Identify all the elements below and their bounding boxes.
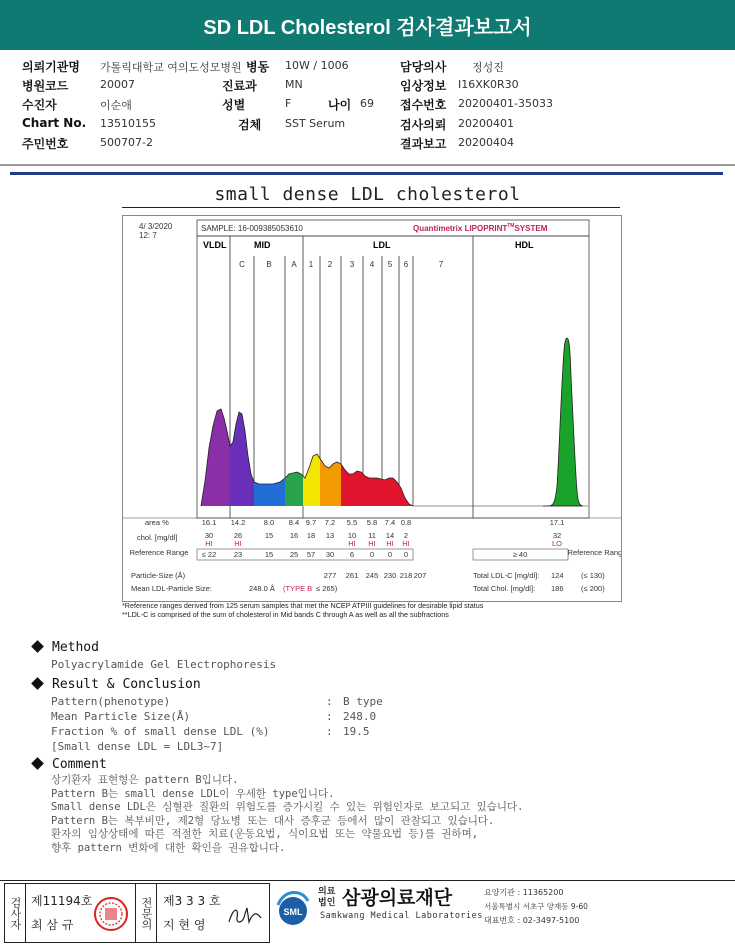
comment-line: 환자의 임상상태에 따른 적절한 치료(운동요법, 식이요법 또는 약물요법 등)를 권하며, bbox=[51, 828, 479, 840]
particle-size-value: 218 bbox=[399, 571, 413, 580]
info-value: SST Serum bbox=[285, 117, 346, 130]
chart-time: 12: 7 bbox=[139, 231, 157, 240]
chol-value: 26 bbox=[233, 531, 243, 540]
result-heading: Result & Conclusion bbox=[52, 677, 201, 692]
info-label: 임상정보 bbox=[400, 79, 447, 93]
comment-heading: Comment bbox=[52, 757, 107, 772]
method-heading: Method bbox=[52, 640, 99, 655]
info-label: 병원코드 bbox=[22, 79, 69, 93]
method-text: Polyacrylamide Gel Electrophoresis bbox=[51, 658, 277, 671]
chol-value: 16 bbox=[289, 531, 299, 540]
row-label-mean: Mean LDL-Particle Size: bbox=[131, 584, 212, 593]
ref-value: 23 bbox=[233, 550, 243, 559]
chol-value: 18 bbox=[306, 531, 316, 540]
brand-label: Quantimetrix LIPOPRINT™SYSTEM bbox=[413, 223, 548, 233]
org-prefix: 의료 법인 bbox=[318, 887, 336, 908]
chol-value: 32 bbox=[552, 531, 562, 540]
divider bbox=[10, 172, 723, 175]
info-label: 성별 bbox=[222, 98, 246, 112]
particle-size-value: 230 bbox=[383, 571, 397, 580]
info-value: 가톨릭대학교 여의도성모병원 bbox=[100, 61, 242, 74]
doctor-name: 지 현 영 bbox=[163, 918, 206, 932]
chol-flag: HI bbox=[348, 539, 356, 548]
info-label: 수진자 bbox=[22, 98, 57, 112]
total-ldl-value: 124 bbox=[551, 571, 564, 580]
area-value: 17.1 bbox=[549, 518, 565, 527]
chol-value: 10 bbox=[347, 531, 357, 540]
doctor-label: 전문의 bbox=[135, 884, 157, 942]
total-chol-value: 186 bbox=[551, 584, 564, 593]
divider bbox=[122, 207, 620, 208]
license-no: 요양기관 : 11365200 bbox=[484, 888, 564, 897]
particle-size-value: 245 bbox=[365, 571, 379, 580]
comment-line: 상기환자 표현형은 pattern B입니다. bbox=[51, 774, 239, 786]
info-label: 진료과 bbox=[222, 79, 257, 93]
address: 서울특별시 서초구 양재동 9-60 bbox=[484, 902, 588, 911]
particle-size-value: 261 bbox=[345, 571, 359, 580]
result-value: 248.0 bbox=[343, 710, 377, 723]
row-label-ref: Reference Range bbox=[129, 548, 189, 557]
method-section bbox=[33, 640, 276, 671]
plot-frame bbox=[197, 236, 589, 518]
info-value: 10W / 1006 bbox=[285, 59, 349, 72]
ref-value: 25 bbox=[289, 550, 299, 559]
row-label-psize: Particle-Size (Å) bbox=[131, 571, 186, 580]
ref-value: 0 bbox=[403, 550, 409, 559]
signature bbox=[225, 902, 265, 928]
chol-flag: HI bbox=[205, 539, 213, 548]
chol-flag: HI bbox=[402, 539, 410, 548]
info-label: 병동 bbox=[246, 60, 270, 74]
ref-value: 0 bbox=[387, 550, 393, 559]
ref-box bbox=[197, 549, 413, 560]
area-value: 8.0 bbox=[263, 518, 275, 527]
footnote: **LDL-C is comprised of the sum of cholesterol in Mid bands C through A as well as all the subfractions bbox=[122, 610, 449, 619]
area-value: 7.4 bbox=[384, 518, 396, 527]
info-label: 나이 bbox=[328, 98, 352, 112]
ref-value: 6 bbox=[349, 550, 355, 559]
area-value: 16.1 bbox=[201, 518, 217, 527]
type-value: (TYPE B bbox=[283, 584, 313, 593]
info-label: 담당의사 bbox=[400, 60, 447, 74]
info-label: 검체 bbox=[238, 118, 262, 132]
area-value: 7.2 bbox=[324, 518, 336, 527]
info-label: 의뢰기관명 bbox=[22, 60, 80, 74]
fraction-label: VLDL bbox=[203, 240, 227, 250]
comment-line: Pattern B는 small dense LDL이 우세한 type입니다. bbox=[51, 787, 335, 800]
densitogram bbox=[201, 338, 588, 506]
chol-flag: HI bbox=[368, 539, 376, 548]
examiner-label: 검사자 bbox=[5, 884, 26, 942]
ref-value: ≥ 40 bbox=[512, 550, 528, 559]
result-section: Result & Conclusion Pattern(phenotype) : B type Mean Particle Size(Å) : 248.0 Fraction % of small dense LDL (%) : 19.5 [Small dense LDL = LDL3~7] bbox=[33, 677, 551, 757]
info-label: 검사의뢰 bbox=[400, 118, 447, 132]
sample-id: SAMPLE: 16-009385053610 bbox=[201, 224, 303, 233]
comment-line: Pattern B는 복부비만, 제2형 당뇨병 또는 대사 증후군 등에서 많이 관찰되고 있습니다. bbox=[51, 814, 495, 827]
info-label: Chart No. bbox=[22, 116, 87, 130]
band-label: C bbox=[239, 260, 245, 269]
band-label: B bbox=[266, 260, 272, 269]
bullet-icon bbox=[31, 677, 44, 690]
info-value: 정성진 bbox=[472, 61, 504, 74]
patient-info bbox=[0, 50, 735, 166]
area-value: 14.2 bbox=[230, 518, 246, 527]
row-label-area: area % bbox=[145, 518, 169, 527]
info-value: 500707-2 bbox=[100, 136, 153, 149]
bullet-icon bbox=[31, 757, 44, 770]
section-title: small dense LDL cholesterol bbox=[214, 184, 521, 205]
comment-section bbox=[33, 757, 523, 855]
info-label: 결과보고 bbox=[400, 137, 447, 151]
band-label: 5 bbox=[387, 260, 393, 269]
band-label: 4 bbox=[369, 260, 375, 269]
info-value: 20200401 bbox=[458, 117, 514, 130]
ref-value: 0 bbox=[369, 550, 375, 559]
total-chol-label: Total Chol. [mg/dl]: bbox=[473, 584, 536, 593]
divider bbox=[0, 164, 735, 166]
band-label: 7 bbox=[438, 260, 444, 269]
area-value: 5.5 bbox=[346, 518, 358, 527]
band-label: 1 bbox=[308, 260, 314, 269]
info-value: 69 bbox=[360, 97, 374, 110]
info-value: I16XK0R30 bbox=[458, 78, 519, 91]
examiner-license: 제11194호 bbox=[31, 894, 93, 908]
info-value: MN bbox=[285, 78, 303, 91]
org-english: Samkwang Medical Laboratories bbox=[320, 911, 483, 921]
band-label: 6 bbox=[403, 260, 409, 269]
type-range: ≤ 265) bbox=[316, 584, 338, 593]
lipoprint-chart bbox=[122, 215, 622, 602]
info-label: 접수번호 bbox=[400, 98, 447, 112]
report-title-banner bbox=[0, 0, 735, 50]
chol-flag: HI bbox=[234, 539, 242, 548]
result-label: Mean Particle Size(Å) bbox=[51, 710, 191, 723]
fraction-label: LDL bbox=[373, 240, 391, 250]
total-ldl-label: Total LDL-C [mg/dl]: bbox=[473, 571, 540, 580]
fraction-label: MID bbox=[254, 240, 271, 250]
comment-line: 향후 pattern 변화에 대한 확인을 권유합니다. bbox=[51, 841, 286, 854]
result-value: B type bbox=[343, 695, 383, 708]
doctor-license: 제3 3 3 호 bbox=[163, 894, 221, 908]
mean-size-value: 248.0 Å bbox=[249, 584, 275, 593]
sml-logo bbox=[270, 885, 316, 931]
total-ldl-range: (≤ 130) bbox=[581, 571, 605, 580]
signature-box bbox=[4, 883, 270, 943]
fraction-label: HDL bbox=[515, 240, 534, 250]
info-value: 20200404 bbox=[458, 136, 514, 149]
ref-value: 30 bbox=[325, 550, 335, 559]
ref-value: ≤ 22 bbox=[201, 550, 217, 559]
particle-size-value: 277 bbox=[323, 571, 337, 580]
chol-flag: HI bbox=[386, 539, 394, 548]
info-value: 13510155 bbox=[100, 117, 156, 130]
footer bbox=[0, 880, 735, 946]
band-label: A bbox=[291, 260, 297, 269]
info-label: 주민번호 bbox=[22, 137, 69, 151]
info-value: 20007 bbox=[100, 78, 135, 91]
footnote: *Reference ranges derived from 125 serum samples that met the NCEP ATPIII guidelines for desirable lipid status bbox=[122, 601, 484, 610]
ref-label-right: Reference Range bbox=[567, 548, 621, 557]
total-chol-range: (≤ 200) bbox=[581, 584, 605, 593]
area-value: 8.4 bbox=[288, 518, 300, 527]
row-label-chol: chol. [mg/dl] bbox=[137, 533, 178, 542]
ref-value: 15 bbox=[264, 550, 274, 559]
chol-value: 15 bbox=[264, 531, 274, 540]
info-value: 20200401-35033 bbox=[458, 97, 553, 110]
chol-value: 2 bbox=[403, 531, 409, 540]
chol-value: 13 bbox=[325, 531, 335, 540]
result-note: [Small dense LDL = LDL3~7] bbox=[51, 740, 224, 753]
chart-date: 4/ 3/2020 bbox=[139, 222, 173, 231]
lipoprint-svg bbox=[123, 216, 621, 601]
org-name: 삼광의료재단 bbox=[342, 887, 453, 909]
report-heading: SD LDL Cholesterol 검사결과보고서 bbox=[203, 16, 532, 39]
comment-line: Small dense LDL은 심혈관 질환의 위험도를 증가시킬 수 있는 위험인자로 보고되고 있습니다. bbox=[51, 801, 524, 813]
info-value: F bbox=[285, 97, 292, 110]
info-value: 이순애 bbox=[100, 99, 132, 112]
result-value: 19.5 bbox=[343, 725, 370, 738]
logo-text: SML bbox=[283, 907, 303, 917]
area-value: 0.8 bbox=[400, 518, 412, 527]
chol-value: 30 bbox=[204, 531, 214, 540]
hdl-peak bbox=[543, 338, 583, 506]
chol-value: 14 bbox=[385, 531, 395, 540]
seal-stamp bbox=[93, 896, 129, 932]
examiner-name: 최 삼 규 bbox=[31, 918, 74, 932]
result-label: Pattern(phenotype) bbox=[51, 695, 171, 708]
band-label: 3 bbox=[349, 260, 355, 269]
phone: 대표번호 : 02-3497-5100 bbox=[484, 916, 580, 925]
result-label: Fraction % of small dense LDL (%) bbox=[51, 725, 270, 738]
ref-value: 57 bbox=[306, 550, 316, 559]
chol-flag: LO bbox=[551, 539, 563, 548]
band-label: 2 bbox=[327, 260, 333, 269]
area-value: 5.8 bbox=[366, 518, 378, 527]
area-value: 9.7 bbox=[305, 518, 317, 527]
chol-value: 11 bbox=[368, 531, 376, 540]
particle-size-value: 207 bbox=[413, 571, 427, 580]
bullet-icon bbox=[31, 640, 44, 653]
